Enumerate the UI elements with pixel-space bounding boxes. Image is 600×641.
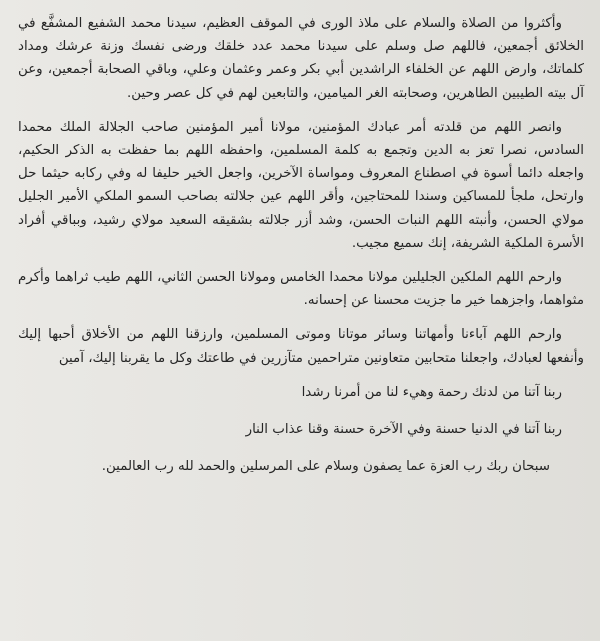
paragraph-salawat: وأكثروا من الصلاة والسلام على ملاذ الورى في الموقف العظيم، سيدنا محمد الشفيع المشفَّع في الخلائق أجمعين، فاللهم صل وسلم على سيدنا محمد عدد خلقك ورضى نفسك وزنة عرشك ومداد كلماتك، وارض اللهم عن الخلفاء الراشدين أبي بكر وعمر وعثمان وعلي، وباقي الصحابة أجمعين، وعن آل بيته الطيبين الطاهرين، وصحابته الغر الميامين، والتابعين لهم في كل عصر وحين.: [18, 16, 584, 101]
paragraph-late-kings: وارحم اللهم الملكين الجليلين مولانا محمدا الخامس ومولانا الحسن الثاني، اللهم طيب ثراهما وأكرم مثواهما، واجزهما خير ما جزيت محسنا عن إحسانه.: [18, 270, 584, 309]
closing-line: سبحان ربك رب العزة عما يصفون وسلام على المرسلين والحمد لله رب العالمين.: [101, 459, 550, 475]
paragraph-king-prayer: وانصر اللهم من قلدته أمر عبادك المؤمنين، مولانا أمير المؤمنين صاحب الجلالة الملك محمدا السادس، نصرا تعز به الدين وتجمع به كلمة المسلمين، واحفظه اللهم بما حفظت به الذكر الحكيم، واجعله دائما أسوة في اصطناع المعروف ومواساة الآخرين، واجعل الخير حليفا له وفي ركابه حيثما حل وارتحل، ملجأ للمساكين وسندا للمحتاجين، وأقر اللهم عين جلالته بصاحب السمو الملكي الأمير الجليل مولاي الحسن، وأنبته اللهم النبات الحسن، وشد أزر جلالته بشقيقه السعيد مولاي رشيد، وبباقي أفراد الأسرة الملكية الشريفة، إنك سميع مجيب.: [18, 119, 584, 251]
verse-line: ربنا آتنا في الدنيا حسنة وفي الآخرة حسنة وقنا عذاب النار: [245, 422, 562, 438]
verse-line: ربنا آتنا من لدنك رحمة وهيء لنا من أمرنا رشدا: [301, 384, 562, 400]
paragraph-parents: وارحم اللهم آباءنا وأمهاتنا وسائر موتانا وموتى المسلمين، وارزقنا اللهم من الأخلاق أحبها إليك وأنفعها لعبادك، واجعلنا متحابين متعاونين متراحمين متآزرين في طاعتك وكل ما يقربنا إليك، آمين: [18, 327, 584, 366]
sermon-text: [18, 12, 584, 492]
